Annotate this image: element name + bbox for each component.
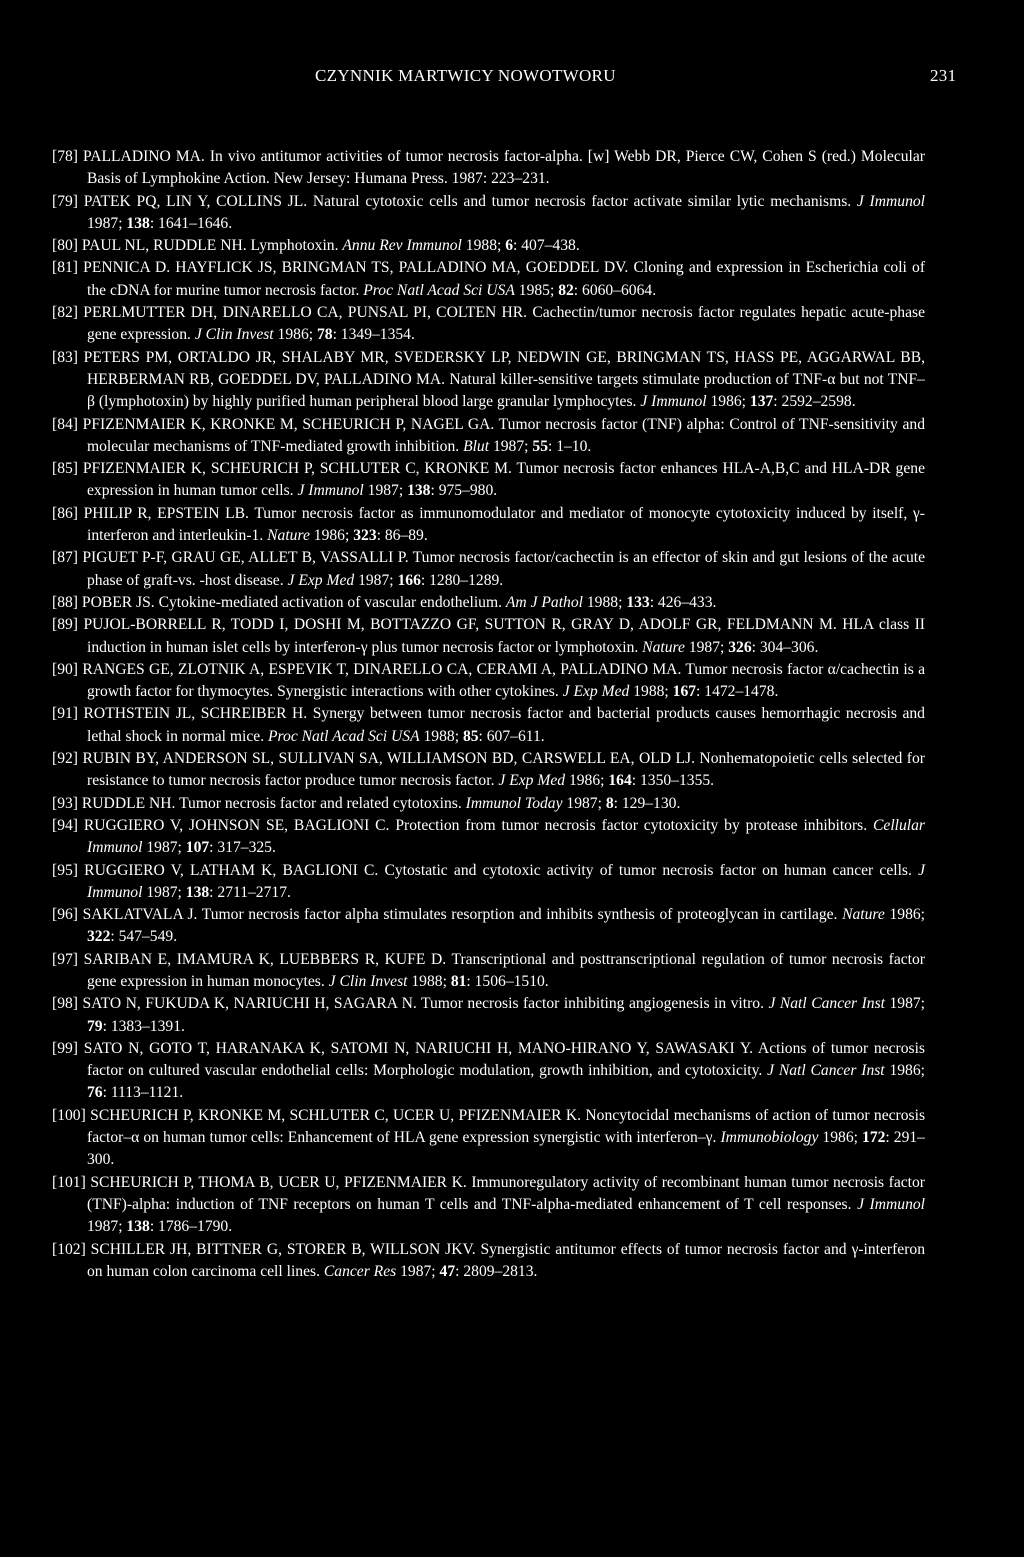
reference-title: Lymphotoxin. (246, 237, 343, 255)
reference-item (52, 592, 925, 614)
reference-item (52, 503, 925, 548)
reference-year: 1986; (309, 527, 354, 545)
reference-year: 1986; (706, 393, 750, 411)
reference-year: 1988; (582, 593, 627, 611)
reference-journal: Immunobiology (720, 1129, 819, 1147)
reference-volume: 326 (728, 638, 752, 656)
reference-pages: : 407–438. (513, 237, 580, 255)
reference-item (52, 1105, 925, 1172)
reference-item (52, 614, 925, 659)
reference-label: [102] (52, 1240, 86, 1258)
reference-year: 1987; (396, 1262, 440, 1280)
reference-journal: J Immunol (640, 393, 707, 411)
reference-pages: : 304–306. (751, 638, 819, 656)
reference-label: [87] (52, 549, 78, 567)
reference-title: Natural killer-sensitive targets stimulate production of TNF-α but not TNF–β (lymphotoxin) by highly purified human peripheral blood large granular lymphocytes. (87, 370, 925, 411)
reference-label: [91] (52, 705, 78, 723)
reference-item (52, 257, 925, 302)
reference-item (52, 860, 925, 905)
reference-authors: PUJOL-BORRELL R, TODD I, DOSHI M, BOTTAZZO GF, SUTTON R, GRAY D, ADOLF GR, FELDMANN M. (83, 616, 837, 634)
reference-item (52, 1172, 925, 1239)
reference-item (52, 347, 925, 414)
reference-volume: 78 (316, 326, 333, 344)
reference-title: Noncytocidal mechanisms of action of tumor necrosis factor–α on human tumor cells: Enhancement of HLA gene expression synergistic with interferon–γ. (87, 1106, 926, 1147)
reference-journal: J Immunol (87, 861, 925, 901)
reference-authors: PFIZENMAIER K, SCHEURICH P, SCHLUTER C, KRONKE M. (82, 460, 512, 478)
reference-label: [101] (52, 1173, 86, 1191)
reference-label: [81] (52, 259, 78, 277)
reference-year: 1987; (87, 214, 127, 232)
reference-authors: RUDDLE NH. (81, 794, 176, 812)
reference-title: Tumor necrosis factor as immunomodulator and mediator of monocyte cytotoxicity induced by itself, γ-interferon and interleukin-1. (87, 504, 925, 545)
reference-title: Cytostatic and cytotoxic activity of tumor necrosis factor on human cancer cells. (378, 861, 919, 879)
reference-authors: RUBIN BY, ANDERSON SL, SULLIVAN SA, WILLIAMSON BD, CARSWELL EA, OLD LJ. (82, 750, 695, 768)
reference-year: 1988; (407, 972, 451, 990)
reference-authors: PENNICA D. HAYFLICK JS, BRINGMAN TS, PALLADINO MA, GOEDDEL DV. (83, 259, 629, 277)
reference-pages: : 1349–1354. (332, 326, 415, 344)
reference-journal: Immunol Today (465, 794, 563, 812)
reference-authors: PATEK PQ, LIN Y, COLLINS JL. (83, 192, 308, 210)
reference-year: 1986; (565, 772, 609, 790)
reference-label: [89] (52, 616, 78, 634)
reference-pages: : 317–325. (209, 839, 276, 857)
reference-journal: Proc Natl Acad Sci USA (268, 727, 420, 745)
reference-journal: J Exp Med (562, 683, 630, 701)
reference-title: In vivo antitumor activities of tumor necrosis factor-alpha. [w] Webb DR, Pierce CW, Cohen S (red.) Molecular Basis of Lymphokine Action. New Jersey: Humana Press. 1987: 223–231. (87, 148, 925, 188)
reference-volume: 8 (605, 794, 614, 812)
reference-title: Cytokine-mediated activation of vascular endothelium. (154, 593, 506, 611)
reference-title: Tumor necrosis factor and related cytotoxins. (175, 794, 466, 812)
reference-label: [79] (52, 192, 78, 210)
reference-volume: 47 (439, 1262, 456, 1280)
reference-year: 1988; (461, 237, 506, 255)
reference-authors: RUGGIERO V, JOHNSON SE, BAGLIONI C. (83, 816, 390, 834)
reference-title: Tumor necrosis factor (TNF) alpha: Control of TNF-sensitivity and molecular mechanisms of TNF-mediated growth inhibition. (87, 415, 925, 455)
reference-volume: 167 (672, 683, 697, 701)
reference-authors: PFIZENMAIER K, KRONKE M, SCHEURICH P, NAGEL GA. (82, 415, 495, 433)
reference-pages: : 426–433. (649, 593, 717, 611)
reference-authors: PALLADINO MA. (83, 148, 205, 165)
reference-title: Tumor necrosis factor inhibiting angiogenesis in vitro. (416, 995, 769, 1013)
reference-authors: SCHEURICH P, THOMA B, UCER U, PFIZENMAIER K. (90, 1173, 467, 1191)
reference-volume: 138 (407, 482, 431, 500)
reference-volume: 6 (505, 237, 514, 255)
reference-label: [86] (52, 504, 78, 522)
reference-pages: : 1–10. (547, 437, 592, 455)
reference-pages: : 547–549. (110, 928, 178, 946)
reference-title: Tumor necrosis factor/cachectin is an effector of skin and gut lesions of the acute phase of graft-vs. -host disease. (87, 549, 925, 589)
reference-authors: PERLMUTTER DH, DINARELLO CA, PUNSAL PI, COLTEN HR. (83, 304, 528, 322)
reference-journal: J Exp Med (498, 772, 566, 790)
reference-item (52, 993, 925, 1038)
reference-item (52, 949, 925, 994)
reference-volume: 79 (87, 1017, 103, 1035)
reference-label: [99] (52, 1039, 78, 1057)
reference-title: HLA class II induction in human islet cells by interferon-γ plus tumor necrosis factor or lymphotoxin. (87, 616, 925, 656)
reference-label: [94] (52, 816, 78, 834)
reference-volume: 82 (558, 281, 574, 299)
reference-authors: POBER JS. (81, 593, 155, 611)
reference-volume: 107 (185, 839, 210, 857)
reference-pages: : 2592–2598. (773, 393, 856, 411)
reference-journal: Annu Rev Immunol (342, 237, 462, 255)
reference-journal: Am J Pathol (505, 593, 583, 611)
reference-label: [95] (52, 861, 78, 879)
reference-item (52, 793, 925, 815)
reference-label: [98] (52, 995, 78, 1013)
reference-item (52, 1038, 925, 1105)
reference-year: 1987; (885, 995, 926, 1013)
reference-year: 1987; (363, 482, 408, 500)
reference-label: [97] (52, 950, 78, 968)
reference-pages: : 2711–2717. (209, 883, 291, 901)
reference-item (52, 659, 925, 704)
reference-authors: SAKLATVALA J. (82, 906, 198, 924)
reference-label: [88] (52, 593, 78, 611)
reference-authors: SCHEURICH P, KRONKE M, SCHLUTER C, UCER U, PFIZENMAIER K. (90, 1106, 582, 1124)
reference-pages: : 291–300. (87, 1129, 925, 1169)
reference-year: 1986; (818, 1129, 863, 1147)
reference-volume: 85 (462, 727, 479, 745)
reference-year: 1985; (514, 281, 559, 299)
reference-label: [80] (52, 237, 78, 255)
reference-year: 1987; (87, 1218, 127, 1236)
reference-label: [82] (52, 304, 78, 322)
reference-volume: 55 (532, 437, 548, 455)
reference-title: Cachectin/tumor necrosis factor regulates hepatic acute-phase gene expression. (87, 304, 925, 344)
reference-journal: J Clin Invest (328, 972, 408, 990)
reference-volume: 76 (87, 1084, 103, 1102)
reference-authors: PHILIP R, EPSTEIN LB. (83, 504, 249, 522)
reference-authors: PETERS PM, ORTALDO JR, SHALABY MR, SVEDERSKY LP, NEDWIN GE, BRINGMAN TS, HASS PE, AGGARWAL BB, HERBERMAN RB, GOEDDEL DV, PALLADINO MA. (83, 348, 925, 388)
reference-year: 1986; (884, 1062, 925, 1080)
reference-label: [85] (52, 460, 78, 478)
reference-journal: Nature (642, 638, 685, 656)
reference-journal: J Immunol (297, 482, 364, 500)
reference-authors: SATO N, FUKUDA K, NARIUCHI H, SAGARA N. (82, 995, 417, 1013)
reference-volume: 166 (397, 571, 421, 589)
reference-year: 1988; (419, 727, 463, 745)
reference-item (52, 1239, 925, 1284)
reference-pages: : 1641–1646. (149, 214, 233, 232)
reference-journal: J Clin Invest (194, 326, 274, 344)
reference-journal: J Exp Med (287, 571, 355, 589)
reference-volume: 172 (862, 1129, 886, 1147)
reference-item (52, 191, 925, 236)
reference-journal: J Immunol (857, 1195, 925, 1213)
reference-authors: SARIBAN E, IMAMURA K, LUEBBERS R, KUFE D. (83, 950, 447, 968)
reference-title: Tumor necrosis factor enhances HLA-A,B,C and HLA-DR gene expression in human tumor cells. (87, 460, 925, 500)
reference-volume: 164 (608, 772, 632, 790)
reference-item (52, 547, 925, 592)
reference-journal: Blut (463, 437, 490, 455)
reference-volume: 138 (126, 214, 150, 232)
reference-journal: Cancer Res (323, 1262, 397, 1280)
reference-title: Protection from tumor necrosis factor cytotoxicity by protease inhibitors. (389, 816, 873, 834)
reference-journal: J Natl Cancer Inst (768, 995, 885, 1013)
reference-label: [83] (52, 348, 78, 366)
reference-year: 1986; (273, 326, 317, 344)
reference-label: [100] (52, 1106, 86, 1124)
reference-pages: : 2809–2813. (455, 1262, 538, 1280)
running-head (0, 66, 1024, 90)
reference-authors: RANGES GE, ZLOTNIK A, ESPEVIK T, DINARELLO CA, CERAMI A, PALLADINO MA. (82, 660, 682, 678)
reference-volume: 138 (126, 1218, 150, 1236)
page-number: 231 (930, 66, 957, 85)
reference-volume: 137 (749, 393, 774, 411)
reference-journal: Nature (267, 527, 310, 545)
reference-pages: : 1786–1790. (149, 1218, 233, 1236)
reference-title: Nonhematopoietic cells selected for resistance to tumor necrosis factor produce tumor necrosis factor. (87, 750, 925, 790)
reference-title: Tumor necrosis factor alpha stimulates resorption and inhibits synthesis of proteoglycan in cartilage. (197, 906, 843, 924)
reference-year: 1987; (142, 839, 186, 857)
reference-volume: 133 (626, 593, 650, 611)
reference-pages: : 1383–1391. (102, 1017, 185, 1035)
reference-item (52, 235, 925, 257)
reference-item (52, 703, 925, 748)
reference-pages: : 129–130. (613, 794, 681, 812)
reference-item (52, 904, 925, 949)
reference-item (52, 146, 925, 191)
reference-label: [84] (52, 415, 78, 433)
reference-authors: ROTHSTEIN JL, SCHREIBER H. (83, 705, 308, 723)
reference-label: [96] (52, 906, 78, 924)
reference-journal: Nature (842, 906, 885, 924)
reference-journal: Cellular Immunol (87, 816, 925, 857)
reference-title: Synergy between tumor necrosis factor and bacterial products causes hemorrhagic necrosis and lethal shock in normal mice. (87, 705, 925, 745)
reference-title: Cloning and expression in Escherichia coli of the cDNA for murine tumor necrosis factor. (87, 259, 926, 299)
reference-volume: 323 (353, 527, 377, 545)
reference-pages: : 1350–1355. (631, 772, 715, 790)
reference-year: 1987; (562, 794, 606, 812)
reference-pages: : 1506–1510. (466, 972, 549, 990)
reference-journal: J Natl Cancer Inst (767, 1062, 885, 1080)
reference-pages: : 607–611. (478, 727, 545, 745)
reference-authors: PIGUET P-F, GRAU GE, ALLET B, VASSALLI P. (82, 549, 409, 567)
reference-item (52, 414, 925, 459)
reference-volume: 138 (185, 883, 210, 901)
reference-year: 1987; (354, 571, 398, 589)
reference-label: [93] (52, 794, 78, 812)
reference-authors: PAUL NL, RUDDLE NH. (81, 237, 247, 255)
reference-pages: : 86–89. (376, 527, 428, 545)
reference-title: Transcriptional and posttranscriptional regulation of tumor necrosis factor gene expression in human monocytes. (87, 950, 925, 990)
reference-year: 1986; (884, 906, 925, 924)
reference-journal: Proc Natl Acad Sci USA (363, 281, 515, 299)
reference-label: [90] (52, 660, 78, 678)
reference-label: [92] (52, 750, 78, 768)
reference-title: Natural cytotoxic cells and tumor necrosis factor activate similar lytic mechanisms. (307, 192, 857, 210)
reference-authors: RUGGIERO V, LATHAM K, BAGLIONI C. (84, 861, 379, 879)
reference-list (52, 146, 925, 1283)
reference-year: 1987; (142, 883, 186, 901)
reference-item (52, 815, 925, 860)
reference-authors: SCHILLER JH, BITTNER G, STORER B, WILLSON JKV. (90, 1240, 476, 1258)
reference-year: 1987; (489, 437, 533, 455)
reference-pages: : 975–980. (430, 482, 498, 500)
reference-item (52, 748, 925, 793)
reference-volume: 81 (450, 972, 467, 990)
reference-label: [78] (52, 148, 78, 165)
reference-year: 1987; (684, 638, 729, 656)
reference-item (52, 302, 925, 347)
reference-year: 1988; (629, 683, 673, 701)
reference-pages: : 1280–1289. (420, 571, 504, 589)
reference-title: Actions of tumor necrosis factor on cultured vascular endothelial cells: Morphologic modulation, growth inhibition, and cytotoxicity. (87, 1039, 925, 1080)
reference-journal: J Immunol (856, 192, 925, 210)
reference-pages: : 6060–6064. (573, 281, 657, 299)
reference-title: Tumor necrosis factor α/cachectin is a growth factor for thymocytes. Synergistic interactions with other cytokines. (87, 660, 925, 701)
reference-authors: SATO N, GOTO T, HARANAKA K, SATOMI N, NARIUCHI H, MANO-HIRANO Y, SAWASAKI Y. (83, 1039, 754, 1057)
reference-title: Synergistic antitumor effects of tumor necrosis factor and γ-interferon on human colon carcinoma cell lines. (87, 1240, 925, 1280)
reference-item (52, 458, 925, 503)
reference-volume: 322 (87, 928, 111, 946)
reference-pages: : 1113–1121. (102, 1084, 184, 1102)
running-title: CZYNNIK MARTWICY NOWOTWORU (315, 66, 616, 85)
reference-pages: : 1472–1478. (696, 683, 779, 701)
reference-title: Immunoregulatory activity of recombinant human tumor necrosis factor (TNF)-alpha: induction of TNF receptors on human T cells and TNF-alpha-mediated enhancement of T cell responses. (87, 1173, 926, 1213)
